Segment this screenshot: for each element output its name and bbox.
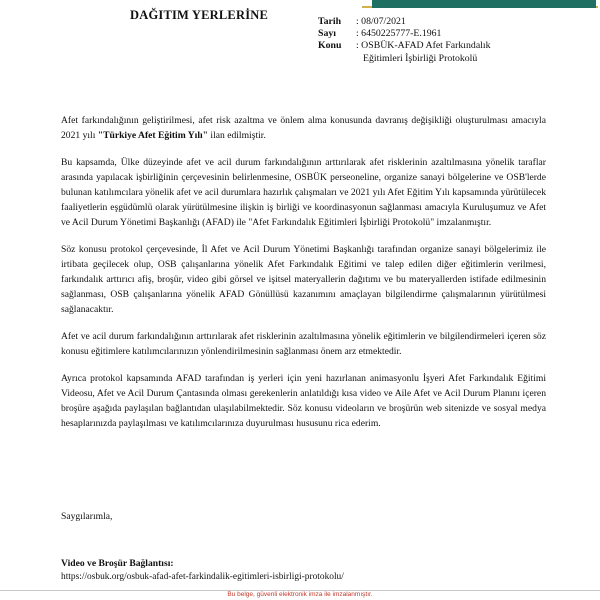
closing-salutation: Saygılarımla, [61, 511, 113, 522]
meta-date-row [318, 16, 588, 28]
header-banner [372, 0, 596, 8]
addressee-heading: DAĞITIM YERLERİNE [130, 8, 269, 22]
meta-number-row [318, 28, 588, 40]
paragraph-1 [61, 113, 546, 143]
links-url[interactable]: https://osbuk.org/osbuk-afad-afet-farkindalik-egitimleri-isbirligi-protokolu/ [61, 572, 344, 582]
paragraph-3: Söz konusu protokol çerçevesinde, İl Afet ve Acil Durum Yönetimi Başkanlığı tarafından organize sanayi bölgelerimiz ile irtibata geçilecek olup, OSB çalışanlarına yönelik Afet Farkındalık Eğitimi ve talep edilen diğer eğitimlerin verilmesi, farkındalık arttırıcı afiş, broşür, video gibi görsel ve işitsel materyallerin dağıtımı ve bu materyallerden istifade edilmesinin sağlanması, OSB çalışanlarına yönelik AFAD Gönüllüsü kazanımını amaçlayan bilgilendirme çalışmalarının yürütülmesi sağlanacaktır. [61, 244, 546, 315]
meta-subject-row [318, 40, 588, 64]
meta-date-label: Tarih [318, 16, 342, 27]
meta-subject-value [356, 40, 588, 64]
paragraph-1-bold: "Türkiye Afet Eğitim Yılı" [97, 130, 209, 141]
paragraph-1-pre: Afet farkındalığının geliştirilmesi, afet risk azaltma ve önlem alma konusunda davranış değişikliği oluşturulması amacıyla 2021 yılı [61, 115, 546, 141]
meta-subject-label: Konu [318, 40, 342, 52]
paragraph-2: Bu kapsamda, Ülke düzeyinde afet ve acil durum farkındalığının arttırılarak afet risklerinin azaltılmasına yönelik taraflar arasında yapılacak işbirliğinin çerçevesinin belirlenmesine, OSBÜK perseoneline, organize sanayi bölgelerine ve OSB'lerde bulunan katılımcılara yönelik afet ve acil durumlara hazırlık çalışmaları ve 2021 yılı Afet Eğitim Yılı kapsamında yürütülecek faaliyetlerin eşgüdümlü olarak yürütülmesine ilişkin iş birliği ve koordinasyonun sağlanması amacıyla Kuruluşumuz ve Afet ve Acil Durum Yönetimi Başkanlığı (AFAD) ile "Afet Farkındalık Eğitimleri İşbirliği Protokolü" imzalanmıştır. [61, 157, 546, 228]
document-meta [318, 16, 588, 65]
meta-date-value: : 08/07/2021 [356, 16, 406, 27]
links-heading: Video ve Broşür Bağlantısı: [61, 558, 174, 569]
meta-subject-line2: Eğitimleri İşbirliği Protokolü [363, 52, 478, 64]
letter-body [61, 113, 546, 443]
paragraph-1-post: ilan edilmiştir. [208, 130, 266, 141]
meta-subject-line1: : OSBÜK-AFAD Afet Farkındalık [356, 40, 491, 52]
meta-number-label: Sayı [318, 28, 336, 40]
meta-number-value: : 6450225777-E.1961 [356, 28, 442, 40]
paragraph-5: Ayrıca protokol kapsamında AFAD tarafından iş yerleri için yeni hazırlanan animasyonlu İşyeri Afet Farkındalık Eğitimi Videosu, Afet ve Acil Durum Çantasında olması gerekenlerin anlatıldığı kısa video ve Aile Afet ve Acil Durum Planını içeren broşüre aşağıda paylaşılan bağlantıdan ulaşılabilmektedir. Söz konusu videoların ve broşürün web sitenizde ve sosyal medya hesaplarınızda paylaşılması ve katılımcılarınıza duyurulması hususunu rica ederim. [61, 373, 546, 429]
paragraph-4: Afet ve acil durum farkındalığının arttırılarak afet risklerinin azaltılmasına yönelik eğitimlerin ve bilgilendirmeleri içeren söz konusu eğitimlere katılımcılarınızın yönlendirilmesinin sağlanması önem arz etmektedir. [61, 331, 546, 357]
esignature-note: Bu belge, güvenli elektronik imza ile imzalanmıştır. [227, 591, 373, 598]
